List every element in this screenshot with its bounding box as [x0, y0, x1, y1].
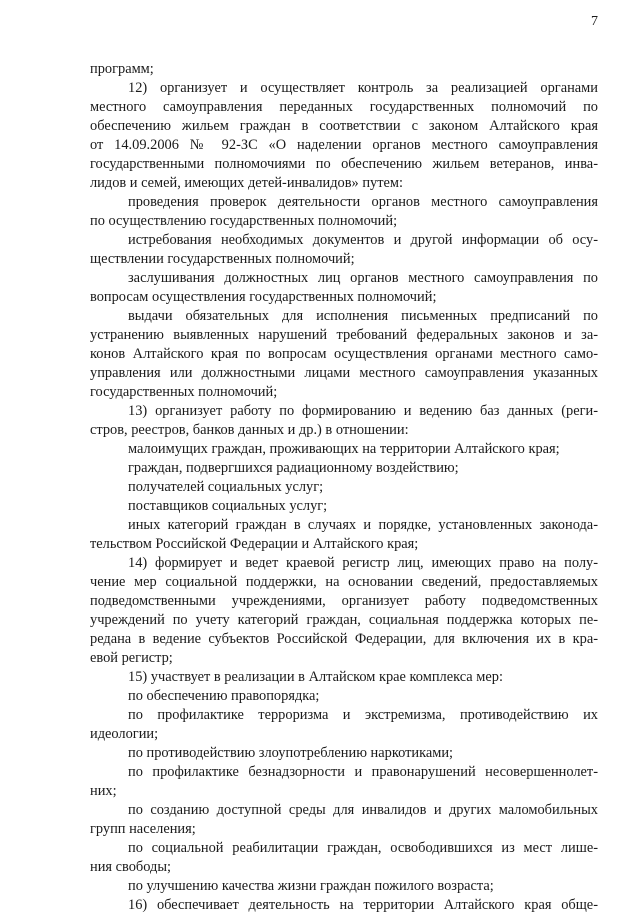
text-line: конов Алтайского края по вопросам осуществления органами местного само- — [90, 346, 598, 362]
text-line: по профилактике терроризма и экстремизма, противодействию их — [128, 707, 598, 723]
text-line: подведомственными учреждениями, организует работу подведомственных — [90, 593, 598, 609]
text-line: по обеспечению правопорядка; — [128, 688, 320, 704]
text-line: идеологии; — [90, 726, 159, 742]
text-line: по осуществлению государственных полномочий; — [90, 213, 398, 229]
text-line: 15) участвует в реализации в Алтайском крае комплекса мер: — [128, 669, 503, 685]
text-line: государственными полномочиями по обеспечению жильем ветеранов, инва- — [90, 156, 598, 172]
text-line: иных категорий граждан в случаях и порядке, установленных законода- — [128, 517, 598, 533]
text-line: редана в ведение субъектов Российской Федерации, для включения их в кра- — [90, 631, 598, 647]
text-line: заслушивания должностных лиц органов местного самоуправления по — [128, 270, 598, 286]
text-line: 12) организует и осуществляет контроль за реализацией органами — [128, 80, 598, 96]
text-line: евой регистр; — [90, 650, 173, 666]
text-line: по противодействию злоупотреблению наркотиками; — [128, 745, 454, 761]
text-line: 14) формирует и ведет краевой регистр лиц, имеющих право на полу- — [128, 555, 598, 571]
text-line: по созданию доступной среды для инвалидов и других маломобильных — [128, 802, 598, 818]
text-line: по социальной реабилитации граждан, освободившихся из мест лише- — [128, 840, 598, 856]
text-line: поставщиков социальных услуг; — [128, 498, 328, 514]
text-line: истребования необходимых документов и другой информации об осу- — [128, 232, 598, 248]
text-line: малоимущих граждан, проживающих на территории Алтайского края; — [128, 441, 560, 457]
text-line: программ; — [90, 61, 154, 77]
text-line: управления или должностными лицами местного самоуправления указанных — [90, 365, 598, 381]
text-line: по улучшению качества жизни граждан пожилого возраста; — [128, 878, 494, 894]
page-number: 7 — [591, 14, 598, 29]
document-body — [90, 60, 598, 915]
text-line: лидов и семей, имеющих детей-инвалидов» путем: — [90, 175, 404, 191]
text-line: местного самоуправления переданных государственных полномочий по — [90, 99, 598, 115]
text-line: по профилактике безнадзорности и правонарушений несовершеннолет- — [128, 764, 598, 780]
text-line: устранению выявленных нарушений требований федеральных законов и за- — [90, 327, 598, 343]
text-line: 16) обеспечивает деятельность на территории Алтайского края обще- — [128, 897, 598, 913]
text-line: чение мер социальной поддержки, на основании сведений, предоставляемых — [90, 574, 598, 590]
text-line: проведения проверок деятельности органов местного самоуправления — [128, 194, 598, 210]
text-line: учреждений по учету категорий граждан, социальная поддержка которых пе- — [90, 612, 598, 628]
text-line: стров, реестров, банков данных и др.) в отношении: — [90, 422, 409, 438]
text-line: выдачи обязательных для исполнения письменных предписаний по — [128, 308, 598, 324]
text-line: них; — [90, 783, 117, 799]
text-line: получателей социальных услуг; — [128, 479, 324, 495]
text-line: ществлении государственных полномочий; — [90, 251, 355, 267]
text-line: от 14.09.2006 № 92-ЗС «О наделении органов местного самоуправления — [90, 137, 598, 153]
text-line: 13) организует работу по формированию и ведению баз данных (реги- — [128, 403, 598, 419]
text-line: государственных полномочий; — [90, 384, 278, 400]
text-line: тельством Российской Федерации и Алтайского края; — [90, 536, 419, 552]
text-line: групп населения; — [90, 821, 196, 837]
text-line: граждан, подвергшихся радиационному воздействию; — [128, 460, 459, 476]
text-line: ния свободы; — [90, 859, 171, 875]
text-line: вопросам осуществления государственных полномочий; — [90, 289, 437, 305]
text-line: обеспечению жильем граждан в соответствии с законом Алтайского края — [90, 118, 598, 134]
